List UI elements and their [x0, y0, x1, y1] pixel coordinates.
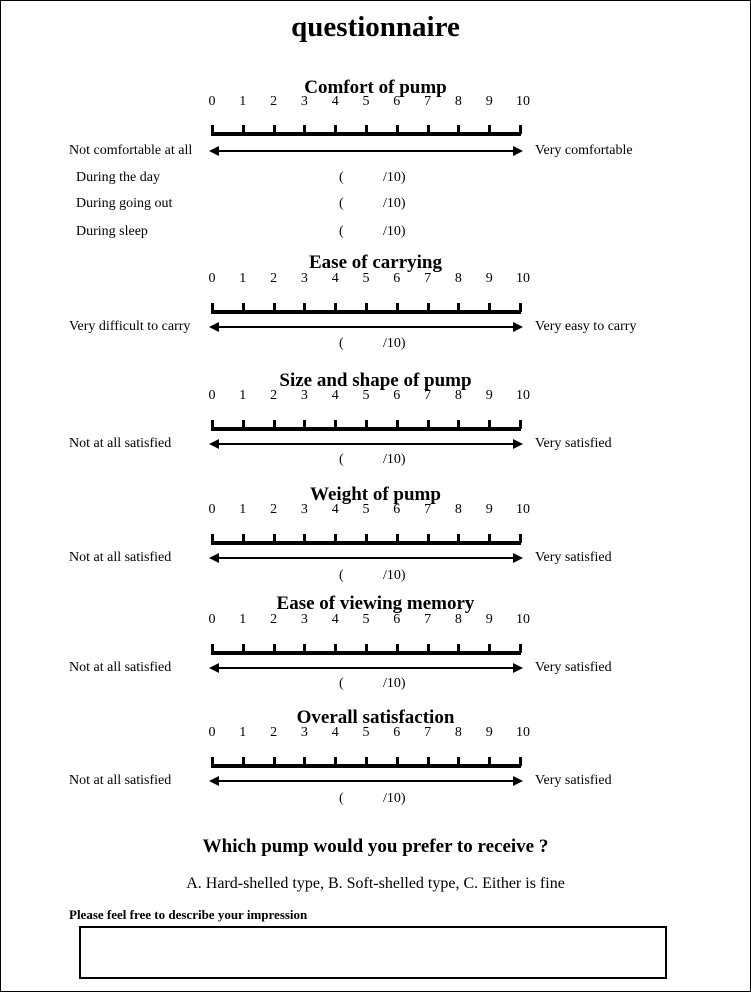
scale-tick — [519, 757, 522, 766]
scale-number: 6 — [393, 612, 401, 627]
score-input[interactable] — [349, 791, 381, 809]
scale-number: 4 — [331, 271, 339, 286]
scale-number: 2 — [270, 94, 278, 109]
scale-tick — [273, 534, 276, 543]
scale-number: 6 — [393, 388, 401, 403]
score-open-paren: ( — [339, 568, 344, 583]
scale-tick — [303, 420, 306, 429]
scale-right-label: Very satisfied — [535, 660, 612, 675]
score-open-paren: ( — [339, 196, 344, 211]
scale-tick — [211, 420, 214, 429]
score-suffix: /10) — [383, 791, 406, 806]
scale-number: 9 — [485, 502, 493, 517]
scale-number: 7 — [424, 502, 432, 517]
scale-number: 6 — [393, 271, 401, 286]
scale-number: 1 — [239, 271, 247, 286]
scale-number: 8 — [454, 612, 462, 627]
scale-number: 5 — [362, 388, 370, 403]
score-input[interactable] — [349, 196, 381, 214]
scale-tick — [303, 757, 306, 766]
score-input[interactable] — [349, 452, 381, 470]
page-title: questionnaire — [291, 11, 460, 43]
scale-left-label: Not at all satisfied — [69, 773, 172, 788]
scale-tick — [334, 757, 337, 766]
scale-tick — [365, 125, 368, 134]
double-arrow-icon — [209, 321, 523, 333]
score-suffix: /10) — [383, 224, 406, 239]
pump-preference-options: A. Hard-shelled type, B. Soft-shelled type, C. Either is fine — [186, 875, 565, 892]
scale-tick — [273, 644, 276, 653]
scale-number: 1 — [239, 388, 247, 403]
scale-tick — [365, 644, 368, 653]
scale-number: 0 — [208, 94, 216, 109]
scale-number: 8 — [454, 502, 462, 517]
score-suffix: /10) — [383, 452, 406, 467]
scale-number: 3 — [300, 388, 308, 403]
scale-tick — [519, 303, 522, 312]
scale-right-label: Very satisfied — [535, 773, 612, 788]
score-suffix: /10) — [383, 336, 406, 351]
score-input[interactable] — [349, 224, 381, 242]
scale-number: 8 — [454, 388, 462, 403]
scale-tick — [334, 125, 337, 134]
score-input[interactable] — [349, 170, 381, 188]
scale-number: 3 — [300, 271, 308, 286]
scale-right-label: Very easy to carry — [535, 319, 637, 334]
scale-number: 0 — [208, 388, 216, 403]
score-open-paren: ( — [339, 452, 344, 467]
scale-tick — [488, 644, 491, 653]
score-open-paren: ( — [339, 676, 344, 691]
scale-number: 8 — [454, 271, 462, 286]
scale-number: 5 — [362, 612, 370, 627]
scale-number: 4 — [331, 94, 339, 109]
section-title: Overall satisfaction — [296, 707, 455, 728]
scale-number: 9 — [485, 725, 493, 740]
scale-number: 8 — [454, 725, 462, 740]
double-arrow-icon — [209, 775, 523, 787]
scale-tick — [334, 303, 337, 312]
scale-tick — [211, 644, 214, 653]
scale-number: 6 — [393, 94, 401, 109]
section-title: Ease of carrying — [309, 252, 442, 273]
scale-tick — [427, 125, 430, 134]
scale-number: 1 — [239, 612, 247, 627]
scale-left-label: Very difficult to carry — [69, 319, 191, 334]
scale-number: 5 — [362, 725, 370, 740]
scale-tick — [334, 420, 337, 429]
scale-tick — [519, 125, 522, 134]
scale-tick — [427, 420, 430, 429]
scale-number: 5 — [362, 94, 370, 109]
scale-tick — [242, 303, 245, 312]
scale-right-label: Very comfortable — [535, 143, 633, 158]
scale-number: 4 — [331, 502, 339, 517]
scale-tick — [211, 534, 214, 543]
score-suffix: /10) — [383, 568, 406, 583]
scale-number: 10 — [516, 94, 530, 109]
scale-tick — [365, 303, 368, 312]
score-suffix: /10) — [383, 676, 406, 691]
scale-tick — [242, 644, 245, 653]
scale-number: 1 — [239, 502, 247, 517]
scale-tick — [457, 420, 460, 429]
scale-number: 0 — [208, 725, 216, 740]
scale-tick — [427, 303, 430, 312]
scale-tick — [457, 644, 460, 653]
double-arrow-icon — [209, 662, 523, 674]
scale-tick — [211, 757, 214, 766]
score-suffix: /10) — [383, 170, 406, 185]
scale-tick — [396, 757, 399, 766]
scale-number: 2 — [270, 271, 278, 286]
scale-tick — [488, 303, 491, 312]
scale-number: 7 — [424, 612, 432, 627]
scale-number: 10 — [516, 271, 530, 286]
score-open-paren: ( — [339, 791, 344, 806]
scale-number: 3 — [300, 612, 308, 627]
scale-number: 0 — [208, 502, 216, 517]
scale-number: 9 — [485, 388, 493, 403]
scale-number: 4 — [331, 388, 339, 403]
scale-number: 0 — [208, 271, 216, 286]
scale-tick — [396, 644, 399, 653]
scale-tick — [303, 303, 306, 312]
scale-tick — [273, 757, 276, 766]
score-input[interactable] — [349, 676, 381, 694]
scale-tick — [488, 125, 491, 134]
scale-tick — [488, 420, 491, 429]
score-open-paren: ( — [339, 336, 344, 351]
scale-number: 3 — [300, 502, 308, 517]
scale-tick — [427, 534, 430, 543]
scale-number: 2 — [270, 612, 278, 627]
scale-number: 2 — [270, 725, 278, 740]
scale-tick — [334, 534, 337, 543]
score-input[interactable] — [349, 568, 381, 586]
double-arrow-icon — [209, 438, 523, 450]
scale-tick — [519, 534, 522, 543]
scale-tick — [242, 534, 245, 543]
scale-number: 7 — [424, 388, 432, 403]
scale-tick — [365, 757, 368, 766]
scale-number: 5 — [362, 502, 370, 517]
scale-tick — [396, 125, 399, 134]
scale-tick — [273, 125, 276, 134]
scale-tick — [303, 644, 306, 653]
scale-tick — [334, 644, 337, 653]
score-suffix: /10) — [383, 196, 406, 211]
section-title: Ease of viewing memory — [276, 593, 475, 614]
section-title: Size and shape of pump — [279, 370, 472, 391]
pump-preference-question: Which pump would you prefer to receive ? — [202, 836, 549, 857]
scale-tick — [396, 420, 399, 429]
scale-number: 2 — [270, 502, 278, 517]
scale-tick — [519, 420, 522, 429]
item-label: During sleep — [76, 224, 148, 239]
scale-number: 10 — [516, 388, 530, 403]
scale-number: 1 — [239, 94, 247, 109]
scale-tick — [457, 757, 460, 766]
scale-tick — [396, 534, 399, 543]
scale-tick — [519, 644, 522, 653]
scale-tick — [242, 125, 245, 134]
scale-number: 7 — [424, 271, 432, 286]
scale-number: 7 — [424, 94, 432, 109]
item-label: During going out — [76, 196, 173, 211]
impression-input-box[interactable] — [79, 926, 667, 979]
scale-tick — [365, 534, 368, 543]
scale-left-label: Not at all satisfied — [69, 436, 172, 451]
scale-number: 3 — [300, 725, 308, 740]
item-label: During the day — [76, 170, 160, 185]
section-title: Comfort of pump — [304, 77, 447, 98]
scale-number: 4 — [331, 612, 339, 627]
scale-tick — [488, 757, 491, 766]
section-title: Weight of pump — [310, 484, 441, 505]
scale-left-label: Not at all satisfied — [69, 550, 172, 565]
scale-tick — [303, 534, 306, 543]
scale-tick — [303, 125, 306, 134]
score-open-paren: ( — [339, 170, 344, 185]
scale-tick — [211, 303, 214, 312]
scale-number: 6 — [393, 725, 401, 740]
scale-tick — [488, 534, 491, 543]
scale-number: 9 — [485, 271, 493, 286]
scale-tick — [427, 644, 430, 653]
scale-number: 10 — [516, 502, 530, 517]
scale-tick — [273, 420, 276, 429]
scale-number: 9 — [485, 612, 493, 627]
scale-number: 3 — [300, 94, 308, 109]
double-arrow-icon — [209, 145, 523, 157]
scale-number: 6 — [393, 502, 401, 517]
scale-tick — [273, 303, 276, 312]
scale-number: 4 — [331, 725, 339, 740]
scale-number: 0 — [208, 612, 216, 627]
score-open-paren: ( — [339, 224, 344, 239]
scale-number: 10 — [516, 612, 530, 627]
scale-number: 7 — [424, 725, 432, 740]
double-arrow-icon — [209, 552, 523, 564]
scale-right-label: Very satisfied — [535, 550, 612, 565]
scale-tick — [457, 125, 460, 134]
scale-tick — [396, 303, 399, 312]
scale-number: 9 — [485, 94, 493, 109]
scale-right-label: Very satisfied — [535, 436, 612, 451]
free-text-label: Please feel free to describe your impression — [69, 907, 308, 922]
scale-tick — [242, 757, 245, 766]
scale-tick — [211, 125, 214, 134]
scale-number: 1 — [239, 725, 247, 740]
scale-number: 2 — [270, 388, 278, 403]
scale-tick — [457, 303, 460, 312]
scale-tick — [457, 534, 460, 543]
scale-number: 10 — [516, 725, 530, 740]
scale-number: 8 — [454, 94, 462, 109]
scale-left-label: Not at all satisfied — [69, 660, 172, 675]
scale-tick — [365, 420, 368, 429]
score-input[interactable] — [349, 336, 381, 354]
scale-left-label: Not comfortable at all — [69, 143, 193, 158]
scale-tick — [242, 420, 245, 429]
scale-tick — [427, 757, 430, 766]
scale-number: 5 — [362, 271, 370, 286]
